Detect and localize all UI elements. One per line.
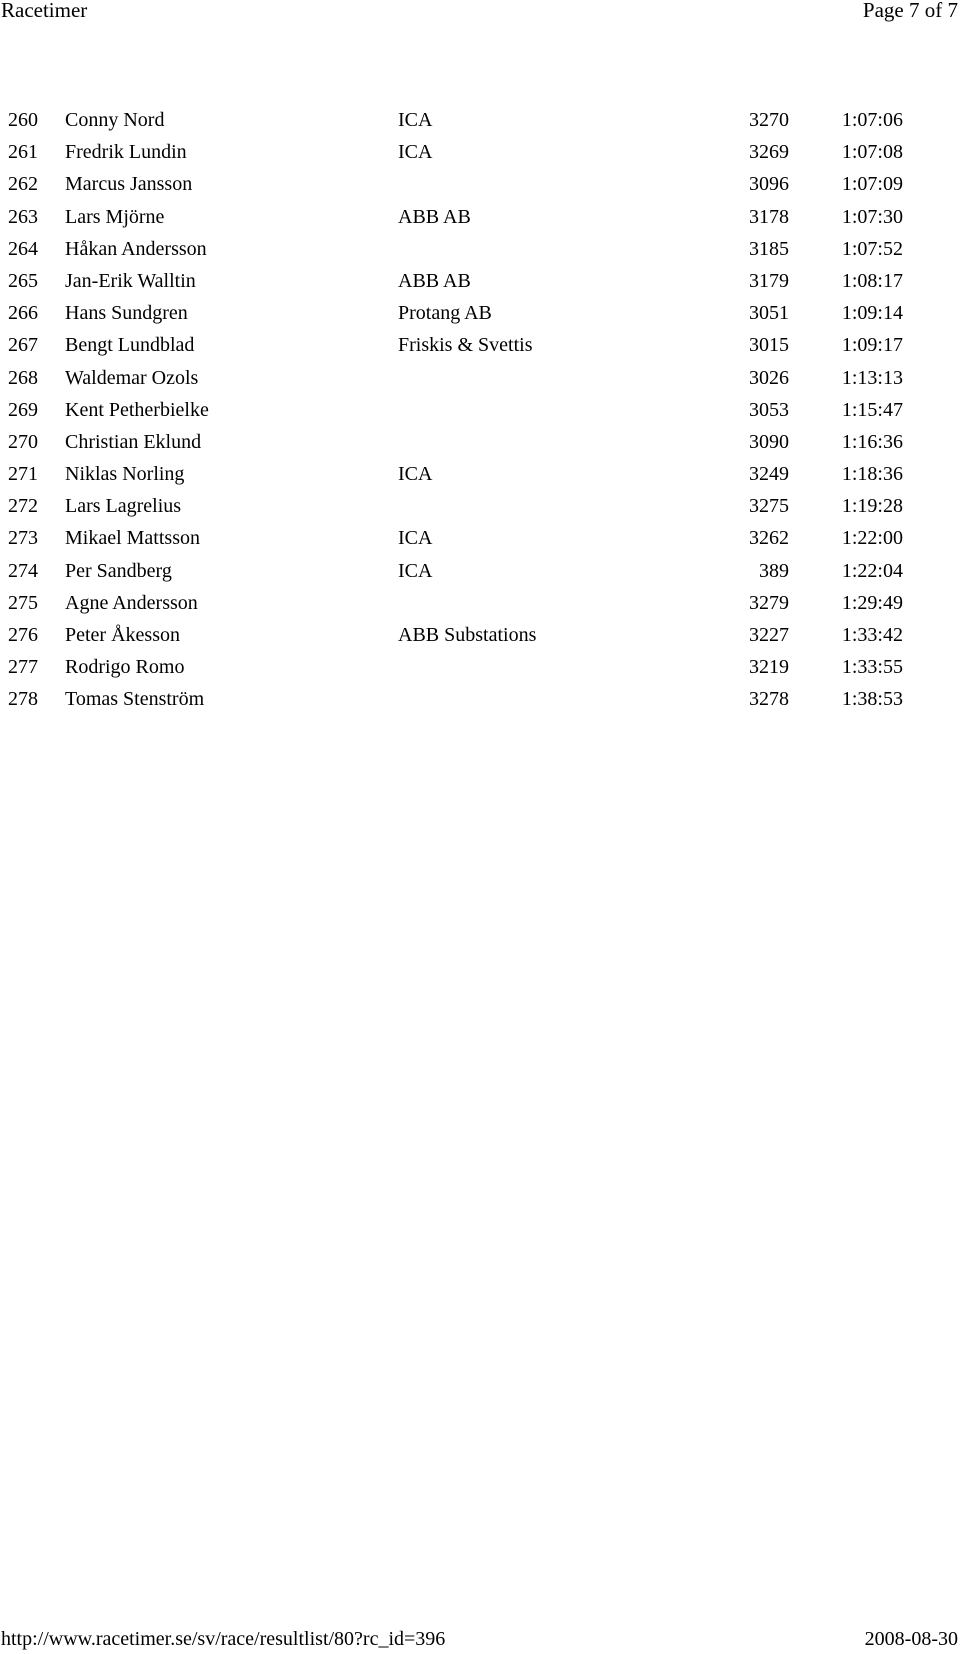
table-row bbox=[0, 651, 960, 683]
result-time: 1:38:53 bbox=[841, 688, 903, 711]
table-row bbox=[0, 555, 960, 587]
results-table bbox=[0, 104, 960, 716]
table-row bbox=[0, 522, 960, 554]
result-time: 1:29:49 bbox=[841, 591, 903, 614]
result-position: 276 bbox=[8, 624, 38, 646]
result-club: ABB Substations bbox=[398, 624, 537, 646]
result-position: 263 bbox=[8, 205, 38, 228]
result-bib: 3179 bbox=[749, 269, 789, 292]
result-bib: 3275 bbox=[749, 495, 789, 518]
result-time: 1:18:36 bbox=[841, 463, 903, 486]
result-name: Rodrigo Romo bbox=[65, 656, 185, 679]
result-name: Niklas Norling bbox=[65, 463, 185, 486]
result-position: 269 bbox=[8, 398, 38, 421]
result-position: 271 bbox=[8, 463, 38, 486]
result-position: 265 bbox=[8, 269, 38, 292]
result-bib: 3053 bbox=[749, 398, 789, 421]
result-bib: 3249 bbox=[749, 463, 789, 486]
result-club: ABB AB bbox=[398, 269, 471, 292]
page-title: Racetimer bbox=[1, 0, 88, 22]
result-club: ICA bbox=[398, 109, 433, 131]
table-row bbox=[0, 683, 960, 715]
result-time: 1:33:42 bbox=[841, 624, 903, 646]
result-bib: 3270 bbox=[749, 109, 789, 131]
result-position: 277 bbox=[8, 656, 38, 679]
table-row bbox=[0, 394, 960, 426]
result-time: 1:08:17 bbox=[841, 269, 903, 292]
table-row bbox=[0, 619, 960, 651]
result-time: 1:07:52 bbox=[841, 237, 903, 260]
result-name: Lars Lagrelius bbox=[65, 495, 182, 518]
result-name: Fredrik Lundin bbox=[65, 141, 187, 164]
result-position: 266 bbox=[8, 302, 38, 325]
result-time: 1:16:36 bbox=[841, 430, 903, 453]
table-row bbox=[0, 297, 960, 329]
result-position: 275 bbox=[8, 591, 38, 614]
result-time: 1:15:47 bbox=[841, 398, 903, 421]
result-name: Håkan Andersson bbox=[65, 237, 207, 260]
page-number: Page 7 of 7 bbox=[862, 0, 958, 22]
result-name: Per Sandberg bbox=[65, 559, 172, 582]
result-time: 1:13:13 bbox=[841, 366, 903, 389]
result-bib: 389 bbox=[759, 559, 789, 582]
result-bib: 3015 bbox=[749, 334, 789, 357]
table-row bbox=[0, 362, 960, 394]
result-name: Conny Nord bbox=[65, 109, 165, 131]
result-bib: 3096 bbox=[749, 173, 789, 196]
result-bib: 3051 bbox=[749, 302, 789, 325]
result-name: Mikael Mattsson bbox=[65, 527, 200, 550]
result-position: 264 bbox=[8, 237, 38, 260]
result-name: Waldemar Ozols bbox=[65, 366, 199, 389]
table-row bbox=[0, 233, 960, 265]
result-time: 1:07:06 bbox=[841, 109, 903, 131]
table-row bbox=[0, 136, 960, 168]
result-time: 1:09:17 bbox=[841, 334, 903, 357]
result-time: 1:07:09 bbox=[841, 173, 903, 196]
result-bib: 3269 bbox=[749, 141, 789, 164]
result-position: 270 bbox=[8, 430, 38, 453]
result-position: 261 bbox=[8, 141, 38, 164]
table-row bbox=[0, 265, 960, 297]
result-position: 262 bbox=[8, 173, 38, 196]
result-club: Friskis & Svettis bbox=[398, 334, 533, 357]
result-position: 272 bbox=[8, 495, 38, 518]
table-row bbox=[0, 490, 960, 522]
result-position: 268 bbox=[8, 366, 38, 389]
result-club: ABB AB bbox=[398, 205, 471, 228]
footer-date: 2008-08-30 bbox=[864, 1628, 958, 1650]
result-club: ICA bbox=[398, 141, 433, 164]
result-bib: 3227 bbox=[749, 624, 789, 646]
result-position: 267 bbox=[8, 334, 38, 357]
table-row bbox=[0, 587, 960, 619]
result-time: 1:07:30 bbox=[841, 205, 903, 228]
result-time: 1:19:28 bbox=[841, 495, 903, 518]
table-row bbox=[0, 329, 960, 361]
result-time: 1:22:00 bbox=[841, 527, 903, 550]
result-name: Agne Andersson bbox=[65, 591, 198, 614]
result-position: 274 bbox=[8, 559, 38, 582]
result-club: Protang AB bbox=[398, 302, 492, 325]
result-bib: 3278 bbox=[749, 688, 789, 711]
result-bib: 3279 bbox=[749, 591, 789, 614]
table-row bbox=[0, 458, 960, 490]
result-name: Hans Sundgren bbox=[65, 302, 188, 325]
result-bib: 3219 bbox=[749, 656, 789, 679]
result-club: ICA bbox=[398, 559, 433, 582]
result-club: ICA bbox=[398, 463, 433, 486]
result-name: Jan-Erik Walltin bbox=[65, 269, 196, 292]
result-name: Lars Mjörne bbox=[65, 205, 165, 228]
result-position: 278 bbox=[8, 688, 38, 711]
result-bib: 3090 bbox=[749, 430, 789, 453]
result-name: Bengt Lundblad bbox=[65, 334, 195, 357]
result-time: 1:22:04 bbox=[841, 559, 903, 582]
table-row bbox=[0, 168, 960, 200]
result-position: 273 bbox=[8, 527, 38, 550]
table-row bbox=[0, 426, 960, 458]
result-time: 1:07:08 bbox=[841, 141, 903, 164]
result-bib: 3185 bbox=[749, 237, 789, 260]
result-name: Peter Åkesson bbox=[65, 624, 180, 646]
result-name: Tomas Stenström bbox=[65, 688, 205, 711]
table-row bbox=[0, 104, 960, 136]
result-bib: 3178 bbox=[749, 205, 789, 228]
result-name: Marcus Jansson bbox=[65, 173, 193, 196]
result-name: Kent Petherbielke bbox=[65, 398, 209, 421]
result-bib: 3026 bbox=[749, 366, 789, 389]
result-time: 1:33:55 bbox=[841, 656, 903, 679]
result-position: 260 bbox=[8, 109, 38, 131]
table-row bbox=[0, 201, 960, 233]
result-name: Christian Eklund bbox=[65, 430, 202, 453]
result-bib: 3262 bbox=[749, 527, 789, 550]
result-club: ICA bbox=[398, 527, 433, 550]
result-time: 1:09:14 bbox=[841, 302, 903, 325]
footer-url: http://www.racetimer.se/sv/race/resultlist/80?rc_id=396 bbox=[1, 1628, 446, 1650]
